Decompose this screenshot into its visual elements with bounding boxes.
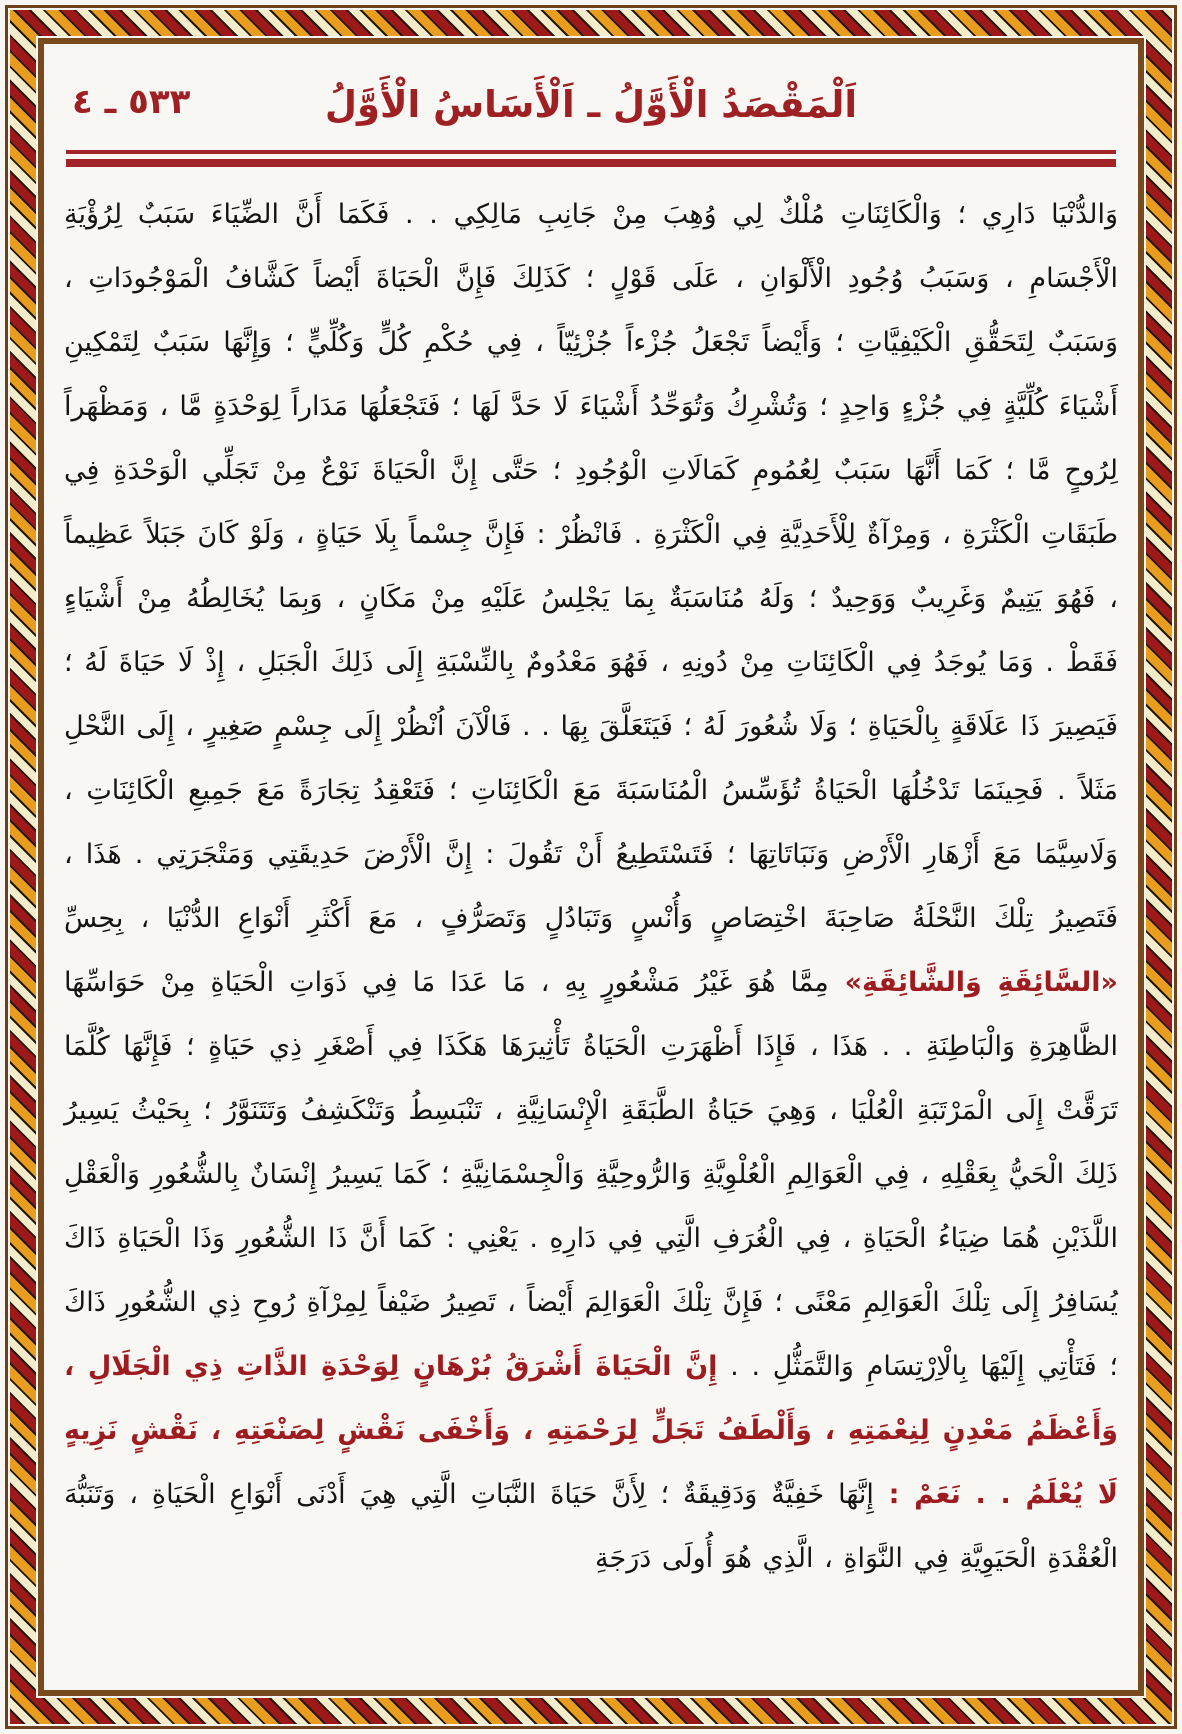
text-run: وَتَصَرُّفٍ ، مَعَ أَكْثَرِ أَنْوَاعِ الدُّنْيَا ، بِحِسِّ [64,903,528,934]
text-run: لِتَمْكِينِ أَشْيَاءَ كُلِّيَّةٍ فِي جُزْءٍ وَاحِدٍ ؛ وَتُشْرِكُ وَتُوَحِّدُ أَشْيَاءَ لَا حَدَّ لَهَا ؛ فَتَجْعَلُهَا مَدَاراً لِوَحْدَةٍ [64,327,1118,422]
highlight-text: لِرَحْمَتِهِ ، وَأَخْفَى نَقْشٍ لِصَنْعَتِهِ ، نَقْشٍ نَزِيهٍ لَا يُعْلَمُ . . نَعَمْ : [64,1415,1118,1510]
text-run: وَسَبَبٌ لِتَحَقُّقِ الْكَيْفِيَّاتِ ؛ وَأَيْضاً تَجْعَلُ جُزْءاً جُزْئِيّاً ، فِي حُكْمِ كُلٍّ وَكُلِّيٍّ ؛ وَإِنَّهَا سَبَبٌ [139,327,1118,358]
text-run: مِمَّا هُوَ غَيْرُ مَشْعُورٍ بِهِ ، مَا [488,967,829,998]
text-run: إِنَّهَا خَفِيَّةٌ وَدَقِيقَةٌ ؛ لِأَنَّ حَيَاةَ [536,1479,874,1510]
text-run: تَنْبَسِطُ وَتَنْكَشِفُ وَتَتَنَوَّرُ ؛ بِحَيْثُ يَسِيرُ ذَلِكَ الْحَيُّ بِعَقْلِهِ ، فِي الْعَوَالِمِ الْعُلْوِيَّةِ وَالرُّوحِيَّةِ [64,1095,1118,1190]
text-run: تَجَلِّي الْوَحْدَةِ فِي طَبَقَاتِ الْكَثْرَةِ ، وَمِرْآةٌ لِلْأَحَدِيَّةِ فِي الْكَثْرَةِ . فَانْظُرْ : فَإِنَّ جِسْماً بِلَا حَيَاةٍ ، [64,455,1118,550]
page-content [48,48,1134,1686]
text-run: فِي دَارِهِ . يَعْنِي : كَمَا أَنَّ ذَا الشُّعُورِ وَذَا الْحَيَاةِ ذَاكَ يُسَافِرُ إِلَى تِلْكَ الْعَوَالِمِ مَعْنًى ؛ فَإِنَّ تِلْكَ [64,1223,1118,1318]
text-run: الْعَوَالِمَ أَيْضاً ، تَصِيرُ ضَيْفاً لِمِرْآةِ رُوحِ ذِي الشُّعُورِ ذَاكَ ؛ فَتَأْتِي إِلَيْهَا بِالْاِرْتِسَامِ وَالتَّمَثُّلِ . . [64,1287,1118,1382]
text-run: فَتَعْقِدُ تِجَارَةً مَعَ جَمِيعِ الْكَائِنَاتِ ، وَلَاسِيَّمَا مَعَ أَزْهَارِ الْأَرْضِ وَنَبَاتَاتِهَا ؛ فَتَسْتَطِيعُ أَنْ تَقُولَ : [64,775,1118,870]
text-run: مَّا ، وَمَظْهَراً لِرُوحٍ مَّا ؛ كَمَا أَنَّهَا سَبَبٌ لِعُمُومِ كَمَالَاتِ الْوُجُودِ ؛ حَتَّى إِنَّ الْحَيَاةَ نَوْعٌ مِنْ [64,391,1118,486]
text-run: وَالْجِسْمَانِيَّةِ ؛ كَمَا يَسِيرُ إِنْسَانٌ بِالشُّعُورِ وَالْعَقْلِ اللَّذَيْنِ هُمَا ضِيَاءُ الْحَيَاةِ ، فِي الْغُرَفِ الَّتِي [64,1159,1118,1254]
text-run: وَالدُّنْيَا دَارِي ؛ وَالْكَائِنَاتِ مُلْكٌ لِي وُهِبَ مِنْ جَانِبِ مَالِكِي . . فَكَمَا أَنَّ الضِّيَاءَ سَبَبٌ لِرُؤْيَةِ [64,199,1118,230]
text-run: ذَلِكَ الْجَبَلِ ، إِذْ لَا حَيَاةَ لَهُ ؛ فَيَصِيرَ ذَا عَلَاقَةٍ بِالْحَيَاةِ ؛ وَلَا شُعُورَ لَهُ ؛ فَيَتَعَلَّقَ بِهَا . . فَالْآنَ [64,647,1119,742]
text-run: إِنَّ الْأَرْضَ حَدِيقَتِي وَمَتْجَرَتِي . هَذَا ، فَتَصِيرُ تِلْكَ النَّحْلَةُ صَاحِبَةَ اخْتِصَاصٍ وَأُنْسٍ وَتَبَادُلٍ [64,839,1119,934]
body-text [64,183,1118,1591]
highlight-text: إِنَّ الْحَيَاةَ أَشْرَقُ بُرْهَانٍ لِوَحْدَةِ الذَّاتِ ذِي الْجَلَالِ ، وَأَعْظَمُ مَعْدِنٍ لِنِعْمَتِهِ ، وَأَلْطَفُ تَجَلٍّ [64,1351,1118,1446]
page-number: ٥٣٣ ـ ٤ [72,82,191,122]
page-title: اَلْمَقْصَدُ الْأَوَّلُ ـ اَلْأَسَاسُ الْأَوَّلُ [324,83,858,126]
text-run: وَبِمَا يُخَالِطُهُ مِنْ أَشْيَاءٍ فَقَطْ . وَمَا يُوجَدُ فِي الْكَائِنَاتِ مِنْ دُونِهِ ، فَهُوَ مَعْدُومٌ بِالنِّسْبَةِ إِلَى [64,583,1119,678]
text-run: النَّبَاتِ الَّتِي هِيَ أَدْنَى أَنْوَاعِ الْحَيَاةِ ، وَتَنَبُّهَ الْعُقْدَةِ الْحَيَوِيَّةِ فِي النَّوَاةِ ، الَّذِي هُوَ أُولَى دَرَجَةِ [64,1479,1118,1574]
text-run: وَلَوْ كَانَ جَبَلاً عَظِيماً ، فَهُوَ يَتِيمٌ وَغَرِيبٌ وَوَحِيدٌ ؛ وَلَهُ مُنَاسَبَةٌ بِمَا يَجْلِسُ عَلَيْهِ مِنْ مَكَانٍ ، [64,519,1118,614]
text-run: اُنْظُرْ إِلَى جِسْمٍ صَغِيرٍ ، إِلَى النَّحْلِ مَثَلاً . فَحِينَمَا تَدْخُلُهَا الْحَيَاةُ تُؤَسِّسُ الْمُنَاسَبَةَ مَعَ الْكَائِنَاتِ ؛ [64,711,1119,806]
text-run: عَدَا مَا فِي ذَوَاتِ الْحَيَاةِ مِنْ حَوَاسِّهَا الظَّاهِرَةِ وَالْبَاطِنَةِ . . هَذَا ، فَإِذَا أَظْهَرَتِ الْحَيَاةُ تَأْثِيرَهَا [64,967,1119,1062]
header-rule-thick-line [66,159,1116,167]
text-run: هَكَذَا فِي أَصْغَرِ ذِي حَيَاةٍ ؛ فَإِنَّهَا كُلَّمَا تَرَقَّتْ إِلَى الْمَرْتَبَةِ الْعُلْيَا ، وَهِيَ حَيَاةُ الطَّبَقَةِ الْإِنْسَانِيَّةِ ، [64,1031,1118,1126]
header-rule-thin-line [66,150,1116,154]
text-run: الْأَجْسَامِ ، وَسَبَبُ وُجُودِ الْأَلْوَانِ ، عَلَى قَوْلٍ ؛ كَذَلِكَ فَإِنَّ الْحَيَاةَ أَيْضاً كَشَّافُ الْمَوْجُودَاتِ ، [64,263,1118,294]
highlight-text: «السَّائِقَةِ وَالشَّائِقَةِ» [828,967,1118,998]
page-header [64,66,1118,144]
header-rule [66,150,1116,167]
